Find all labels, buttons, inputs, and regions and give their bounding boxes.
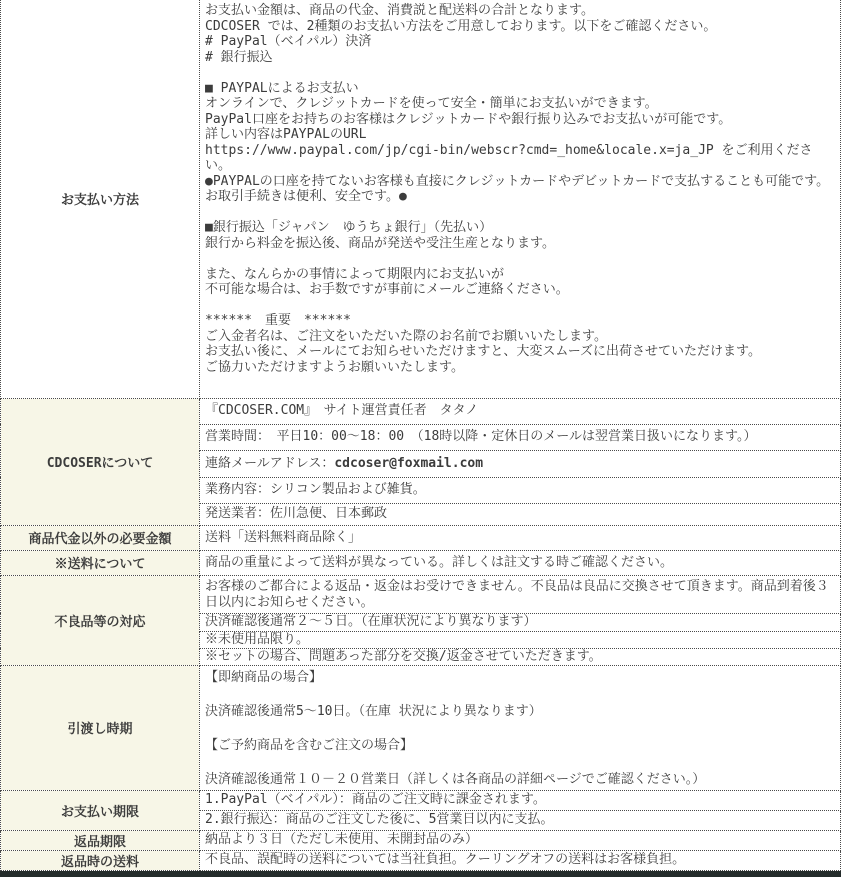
paypal-url-text: https://www.paypal.com/jp/cgi-bin/webscr?cmd=_home&locale.x=ja_JP をご利用ください。 bbox=[205, 142, 813, 173]
return-shipping-text: 不良品、誤配時の送料については当社負担。クーリングオフの送料はお客様負担。 bbox=[205, 852, 686, 867]
about-business-content bbox=[200, 477, 841, 503]
payment-line: オンラインで、クレジットカードを使って安全・簡単にお支払いができます。 bbox=[205, 96, 658, 111]
table-row bbox=[1, 398, 841, 424]
row-label-return-shipping: 返品時の送料 bbox=[1, 850, 200, 870]
delivery-line bbox=[205, 686, 838, 703]
shipper-text: 発送業者：佐川急便、日本郵政 bbox=[205, 506, 388, 521]
shipping-fee-text: 商品の重量によって送料が異なっている。詳しくは註文する時ご確認ください。 bbox=[205, 554, 674, 570]
payment-line: お取引手続きは便利、安全です。● bbox=[205, 189, 407, 204]
table-row bbox=[1, 665, 841, 790]
return-shipping-content bbox=[200, 850, 841, 870]
table-row bbox=[1, 525, 841, 550]
shipping-fee-content bbox=[200, 550, 841, 575]
business-hours-text: 営業時間： 平日10：00～18：00 （18時以降・定休日のメールは翌営業日扱いになります。） bbox=[205, 429, 757, 444]
defective-text: お客様のご都合による返品・返金はお受けできません。不良品は良品に交換させて頂きます。商品到着後３日以内にお知らせください。 bbox=[205, 578, 829, 610]
row-label-about: CDCOSERについて bbox=[1, 398, 200, 525]
row-label-return-deadline: 返品期限 bbox=[1, 830, 200, 850]
table-row bbox=[1, 790, 841, 810]
payment-method-content bbox=[200, 0, 841, 398]
delivery-line: 決済確認後通常5～10日。（在庫 状況により異なります） bbox=[205, 703, 542, 719]
site-owner-text: 『CDCOSER.COM』 サイト運営責任者 タタノ bbox=[205, 403, 479, 418]
defective-item bbox=[200, 575, 841, 613]
defective-item bbox=[200, 648, 841, 665]
delivery-line: 【ご予約商品を含むご注文の場合】 bbox=[205, 737, 414, 753]
defective-text: 決済確認後通常２～５日。（在庫状況により異なります） bbox=[205, 614, 537, 629]
payment-line: お支払い金額は、商品の代金、消費説と配送料の合計となります。 bbox=[205, 3, 594, 18]
payment-line: 不可能な場合は、お手数ですが事前にメールご連絡ください。 bbox=[205, 282, 569, 297]
payment-deadline-text: 2.銀行振込：商品のご注文した後に、5営業日以内に支払。 bbox=[205, 812, 554, 827]
about-shipper bbox=[200, 503, 841, 525]
defective-item bbox=[200, 631, 841, 648]
payment-line: 詳しい内容はPAYPALのURL bbox=[205, 127, 367, 142]
about-business-hours bbox=[200, 424, 841, 450]
row-label-extra-fee: 商品代金以外の必要金額 bbox=[1, 525, 200, 550]
contact-label: 連絡メールアドレス： bbox=[205, 455, 335, 471]
defective-item bbox=[200, 613, 841, 631]
defective-text: ※セットの場合、問題あった部分を交換/返金させていただきます。 bbox=[205, 648, 602, 664]
about-contact bbox=[200, 450, 841, 477]
table-row bbox=[1, 830, 841, 850]
payment-line bbox=[205, 205, 838, 221]
delivery-line bbox=[205, 754, 838, 771]
return-deadline-content bbox=[200, 830, 841, 850]
payment-line: 銀行から料金を振込後、商品が発送や受注生産となります。 bbox=[205, 235, 555, 251]
row-label-defective: 不良品等の対応 bbox=[1, 575, 200, 665]
table-row bbox=[1, 550, 841, 575]
extra-fee-content bbox=[200, 525, 841, 550]
contact-email: cdcoser@foxmail.com bbox=[334, 455, 484, 471]
payment-deadline-text: 1.PayPal（ベイパル）：商品のご注文時に課金されます。 bbox=[205, 792, 546, 807]
payment-deadline-item bbox=[200, 810, 841, 830]
payment-line: お支払い後に、メールにてお知らせいただけますと、大変スムーズに出荷させていただけます。 bbox=[205, 344, 762, 359]
footer-divider-bar bbox=[0, 871, 841, 877]
row-label-payment-deadline: お支払い期限 bbox=[1, 790, 200, 830]
delivery-content bbox=[200, 665, 841, 790]
table-row bbox=[1, 0, 841, 398]
payment-line: CDCOSER では、2種類のお支払い方法をご用意しております。以下をご確認ください。 bbox=[205, 18, 717, 34]
payment-line: また、なんらかの事情によって期限内にお支払いが bbox=[205, 266, 505, 282]
payment-line bbox=[205, 298, 838, 314]
payment-line: # 銀行振込 bbox=[205, 49, 273, 65]
row-label-delivery: 引渡し時期 bbox=[1, 665, 200, 790]
extra-fee-text: 送料「送料無料商品除く」 bbox=[205, 529, 362, 545]
defective-text: ※未使用品限り。 bbox=[205, 631, 310, 647]
table-row bbox=[1, 850, 841, 870]
payment-line: ■銀行振込「ジャパン ゆうちょ銀行」（先払い） bbox=[205, 220, 493, 235]
payment-line: # PayPal（ベイパル）決済 bbox=[205, 34, 372, 49]
delivery-line: 【即納商品の場合】 bbox=[205, 669, 323, 685]
payment-line: ●PAYPALの口座を持てないお客様も直接にクレジットカードやデビットカードで支払することも可能です。 bbox=[205, 173, 830, 189]
payment-line: ■ PAYPALによるお支払い bbox=[205, 80, 359, 96]
payment-line: ****** 重要 ****** bbox=[205, 313, 351, 328]
payment-line bbox=[205, 251, 838, 267]
payment-line: ご協力いただけますようお願いいたします。 bbox=[205, 359, 464, 375]
payment-line: ご入金者名は、ご注文をいただいた際のお名前でお願いいたします。 bbox=[205, 328, 607, 344]
row-label-shipping-fee: ※送料について bbox=[1, 550, 200, 575]
about-site-owner bbox=[200, 398, 841, 424]
payment-deadline-item bbox=[200, 790, 841, 810]
delivery-line bbox=[205, 720, 838, 737]
payment-line: PayPal口座をお持ちのお客様はクレジットカードや銀行振り込みでお支払いが可能です。 bbox=[205, 111, 732, 127]
payment-line bbox=[205, 65, 838, 81]
business-content-text: 業務内容：シリコン製品および雑貨。 bbox=[205, 482, 426, 497]
row-label-payment-method: お支払い方法 bbox=[1, 0, 200, 398]
table-row bbox=[1, 575, 841, 613]
return-deadline-text: 納品より３日（ただし未使用、未開封品のみ） bbox=[205, 832, 479, 847]
delivery-line: 決済確認後通常１０－２０営業日（詳しくは各商品の詳細ページでご確認ください。） bbox=[205, 771, 706, 787]
